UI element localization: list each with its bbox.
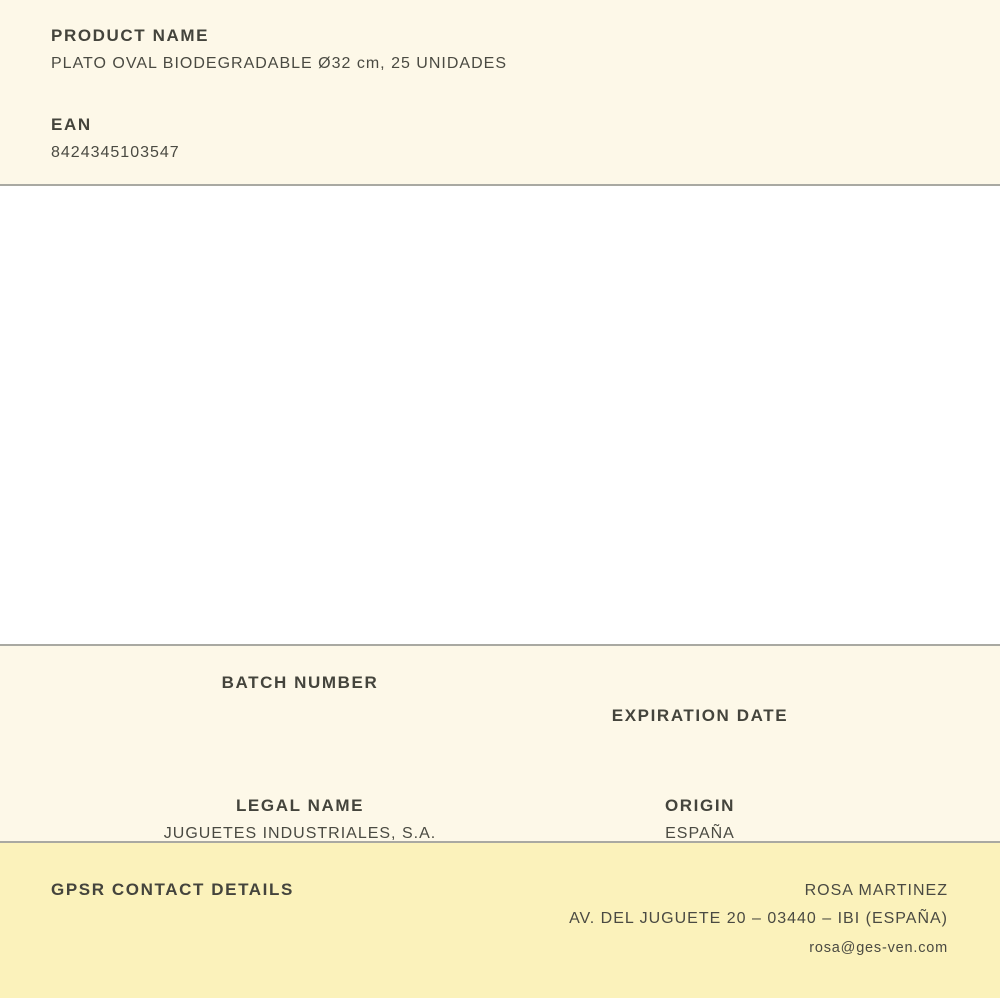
origin-value: ESPAÑA <box>665 825 735 842</box>
gpsr-contact-info <box>569 877 948 963</box>
contact-email: rosa@ges-ven.com <box>809 940 948 956</box>
gpsr-contact-section <box>0 843 1000 998</box>
expiration-date-field <box>500 703 900 760</box>
product-info-section <box>0 0 1000 186</box>
ean-field <box>51 111 949 167</box>
ean-label: EAN <box>51 115 92 134</box>
product-name-label: PRODUCT NAME <box>51 26 210 45</box>
ean-value: 8424345103547 <box>51 144 180 161</box>
product-name-field <box>51 22 949 78</box>
barcode-placeholder-area <box>0 186 1000 646</box>
gpsr-contact-title: GPSR CONTACT DETAILS <box>51 880 294 899</box>
origin-field <box>500 793 900 849</box>
product-name-value: PLATO OVAL BIODEGRADABLE Ø32 cm, 25 UNIDADES <box>51 55 507 72</box>
batch-number-label: BATCH NUMBER <box>221 673 379 692</box>
batch-number-field <box>100 670 500 760</box>
contact-address: AV. DEL JUGUETE 20 – 03440 – IBI (ESPAÑA) <box>569 910 948 927</box>
contact-person-name: ROSA MARTINEZ <box>804 882 948 899</box>
legal-name-value: JUGUETES INDUSTRIALES, S.A. <box>163 825 437 842</box>
legal-name-field <box>100 793 500 849</box>
origin-label: ORIGIN <box>664 796 736 815</box>
legal-name-label: LEGAL NAME <box>235 796 365 815</box>
details-section <box>0 646 1000 843</box>
expiration-date-label: EXPIRATION DATE <box>611 706 789 725</box>
